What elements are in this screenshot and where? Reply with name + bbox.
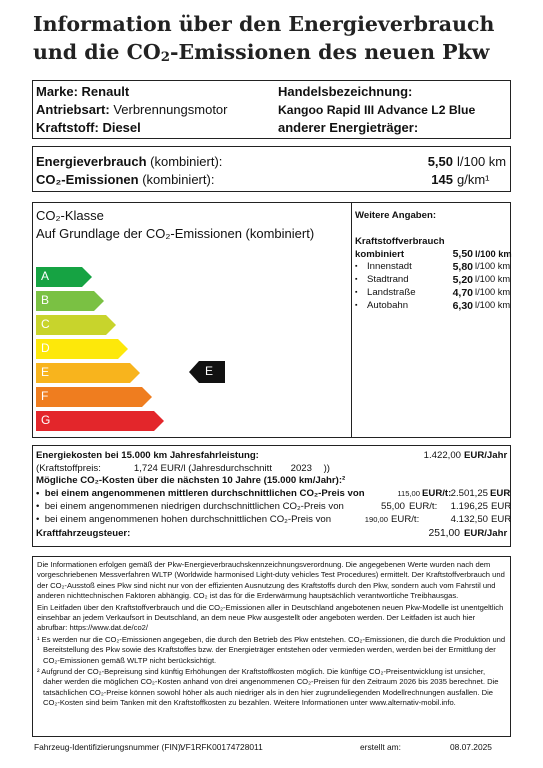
mid-price-row xyxy=(36,488,365,500)
energy-cost-label: Energiekosten bei 15.000 km Jahresfahrleistung: xyxy=(36,450,259,461)
title-line-2-pre: und die CO xyxy=(33,40,161,64)
co2-class-label: E xyxy=(41,365,50,379)
drive-row xyxy=(36,102,228,118)
make-value: Renault xyxy=(81,84,130,99)
low-label: bei einem angenommenen niedrigen durchschnittlichen CO₂-Preis von xyxy=(44,501,344,512)
energy-unit: l/100 km xyxy=(457,154,507,169)
mid-label: bei einem angenommenen mittleren durchschnittlichen CO₂-Preis von xyxy=(44,488,365,499)
current-class-label: E xyxy=(205,364,214,378)
possible-costs-label: Mögliche CO₂-Kosten über die nächsten 10 Jahre (15.000 km/Jahr):² xyxy=(36,475,346,486)
co2-row xyxy=(36,172,214,188)
fin-label: Fahrzeug-Identifizierungsnummer (FIN): xyxy=(34,742,183,752)
high-bullet: • xyxy=(36,514,45,525)
details-item-bullet-icon: ▪ xyxy=(355,289,358,296)
details-item-label: Landstraße xyxy=(367,287,416,298)
co2-class-f xyxy=(36,387,152,407)
co2-class-label: B xyxy=(41,293,50,307)
energy-label: (kombiniert): xyxy=(146,154,223,169)
co2-class-g xyxy=(36,411,164,431)
low-value: 1.196,25 xyxy=(450,501,488,512)
co2-class-d xyxy=(36,339,128,359)
co2-class-heading: CO₂-Klasse xyxy=(36,208,104,223)
fuel-price-year: 2023 xyxy=(290,463,312,474)
details-item-value: 4,70 xyxy=(452,287,473,299)
current-class-marker xyxy=(189,361,225,388)
co2-class-b xyxy=(36,291,104,311)
co2-class-label: C xyxy=(41,317,50,331)
co2-value: 145 xyxy=(431,172,453,187)
energy-label-bold: Energieverbrauch xyxy=(36,154,147,169)
details-item-value: 5,20 xyxy=(452,274,473,286)
details-item-label: Innenstadt xyxy=(367,261,412,272)
energy-cost-value: 1.422,00 xyxy=(423,450,461,461)
details-item-unit: l/100 km xyxy=(475,287,511,297)
consumption-box xyxy=(32,146,511,192)
co2-class-label: G xyxy=(41,413,51,427)
info-paragraph-1: Die Informationen erfolgen gemäß der Pkw-Energieverbrauchskennzeichnungsverordnung. Die angegebenen Werte wurden nach dem vorgeschriebenen Messverfahren WLTP (Worldwide harmonised Light-duty vehicles Test Procedures) ermittelt. Der Kraftstoffverbrauch und der CO₂-Ausstoß eines Pkw sind nicht nur von der effizienten Ausnutzung des Kraftstoffs durch den Pkw, sondern auch vom Fahrstil und anderen nichttechnischen Faktoren abhängig. CO₂ ist das für die Erderwärmung hauptsächlich verantwortliche Treibhausgas. xyxy=(37,560,505,601)
co2-class-divider xyxy=(351,203,352,437)
mid-bullet: • xyxy=(36,488,45,499)
low-currency: EUR xyxy=(491,501,512,512)
fuel-price-value: 1,724 xyxy=(133,463,158,474)
costs-box xyxy=(32,445,511,547)
info-box xyxy=(32,556,511,737)
co2-label: (kombiniert): xyxy=(138,172,215,187)
energy-value: 5,50 xyxy=(427,154,453,169)
vehicle-box xyxy=(32,80,511,139)
energy-row xyxy=(36,154,222,170)
mid-value: 2.501,25 xyxy=(450,488,488,499)
fuel-label: Kraftstoff: xyxy=(36,120,99,135)
co2-class-arrow-icon xyxy=(36,411,164,431)
title-line-2-post: -Emissionen des neuen Pkw xyxy=(170,40,490,64)
details-item-value: 6,30 xyxy=(452,300,473,312)
details-item-unit: l/100 km xyxy=(475,300,511,310)
fuel-price-close: )) xyxy=(323,463,330,474)
low-price: 55,00 xyxy=(380,501,405,512)
trade-value-2: anderer Energieträger: xyxy=(278,120,419,135)
low-price-row xyxy=(36,501,344,513)
co2-class-arrow-icon xyxy=(36,387,152,407)
tax-label: Kraftfahrzeugsteuer: xyxy=(36,528,131,539)
info-footnote-1: ¹ Es werden nur die CO₂-Emissionen angegeben, die durch den Betrieb des Pkw entstehen. CO₂-Emissionen, die durch die Produktion und Bereitstellung des Pkw sowie des Kraftstoffes bzw. der Energieträger entstehen oder vermieden werden, werden bei der Ermittlung der CO₂-Emissionen gemäß WLTP nicht berücksichtigt. xyxy=(37,634,506,665)
mid-currency: EUR xyxy=(490,488,511,499)
date-label: erstellt am: xyxy=(360,742,401,752)
mid-unit: EUR/t: xyxy=(422,488,452,499)
co2-class-box xyxy=(32,202,511,438)
co2-label-bold: CO₂-Emissionen xyxy=(36,172,139,187)
details-combined-label: kombiniert xyxy=(355,249,405,260)
co2-class-subheading: Auf Grundlage der CO₂-Emissionen (kombiniert) xyxy=(36,226,315,241)
high-price: 190,00 xyxy=(364,515,388,524)
details-item-bullet-icon: ▪ xyxy=(355,263,358,270)
co2-unit: g/km¹ xyxy=(457,172,490,187)
date-value: 08.07.2025 xyxy=(450,742,492,752)
trade-label: Handelsbezeichnung: xyxy=(278,84,413,99)
co2-class-c xyxy=(36,315,116,335)
fuel-price-label: (Kraftstoffpreis: xyxy=(36,463,101,474)
details-item-label: Stadtrand xyxy=(367,274,409,285)
details-item-bullet-icon: ▪ xyxy=(355,276,358,283)
details-item-bullet-icon: ▪ xyxy=(355,302,358,309)
fuel-row xyxy=(36,120,141,136)
info-footnote-2: ² Aufgrund der CO₂-Bepreisung sind künftig Erhöhungen der Kraftstoffkosten möglich. Die künftige CO₂-Preisentwicklung ist unsicher, daher werden die möglichen CO₂-Kosten anhand von drei angenommenen CO₂-Preisen für den Zeitraum 2026 bis 2035 berechnet. Die tatsächlichen CO₂-Preise können sowohl höher als auch niedriger als in den hier zugrundeliegenden Modellrechnungen ausfallen. Die CO₂-Kosten sind beim Tanken mit den Kraftstoffkosten zu bezahlen. Weitere Informationen unter www.alternativ-mobil.info. xyxy=(37,667,499,708)
low-bullet: • xyxy=(36,501,45,512)
details-combined-value: 5,50 xyxy=(452,248,473,260)
page-title xyxy=(33,10,533,71)
details-item-unit: l/100 km xyxy=(475,274,511,284)
title-line-1: Information über den Energieverbrauch xyxy=(33,12,495,36)
make-row xyxy=(36,84,129,100)
title-line-2 xyxy=(33,38,533,71)
high-label: bei einem angenommenen hohen durchschnittlichen CO₂-Preis von xyxy=(44,514,332,525)
energy-cost-unit: EUR/Jahr xyxy=(464,450,508,461)
trade-value: Kangoo Rapid III Advance L2 Blue xyxy=(278,103,476,117)
drive-label: Antriebsart: xyxy=(36,102,110,117)
high-currency: EUR xyxy=(491,514,512,525)
high-price-row xyxy=(36,514,331,526)
co2-class-label: A xyxy=(41,269,50,283)
co2-class-label: F xyxy=(41,389,49,403)
details-item-value: 5,80 xyxy=(452,261,473,273)
co2-class-label: D xyxy=(41,341,50,355)
co2-class-arrow-icon xyxy=(36,363,140,383)
tax-value: 251,00 xyxy=(428,528,460,539)
tax-unit: EUR/Jahr xyxy=(464,528,508,539)
high-unit: EUR/t: xyxy=(391,514,420,525)
high-value: 4.132,50 xyxy=(450,514,488,525)
details-combined-unit: l/100 km xyxy=(475,249,512,259)
low-unit: EUR/t: xyxy=(409,501,438,512)
title-co2-sub: 2 xyxy=(160,49,171,65)
make-label: Marke: xyxy=(36,84,78,99)
fuel-price-row xyxy=(36,463,330,475)
fuel-value: Diesel xyxy=(102,120,141,135)
info-paragraph-2: Ein Leitfaden über den Kraftstoffverbrauch und die CO₂-Emissionen aller in Deutschland angebotenen neuen Pkw-Modelle ist unentgeltlich einsehbar an jedem Verkaufsort in Deutschland, an dem neue Pkw ausgestellt oder angeboten werden. Der Leitfaden ist auch hier abrufbar: https://www.dat.de/co2/ xyxy=(37,602,504,633)
fin-value: VF1RFK00174728011 xyxy=(180,742,263,752)
details-item-unit: l/100 km xyxy=(475,261,511,271)
fuel-price-unit: EUR/l (Jahresdurchschnitt xyxy=(160,463,272,474)
drive-value: Verbrennungsmotor xyxy=(113,102,228,117)
details-sub: Kraftstoffverbrauch xyxy=(355,236,445,247)
co2-class-a xyxy=(36,267,92,287)
co2-class-e xyxy=(36,363,140,383)
mid-price: 115,00 xyxy=(397,489,420,498)
details-item-label: Autobahn xyxy=(367,300,409,311)
details-heading: Weitere Angaben: xyxy=(355,210,437,221)
